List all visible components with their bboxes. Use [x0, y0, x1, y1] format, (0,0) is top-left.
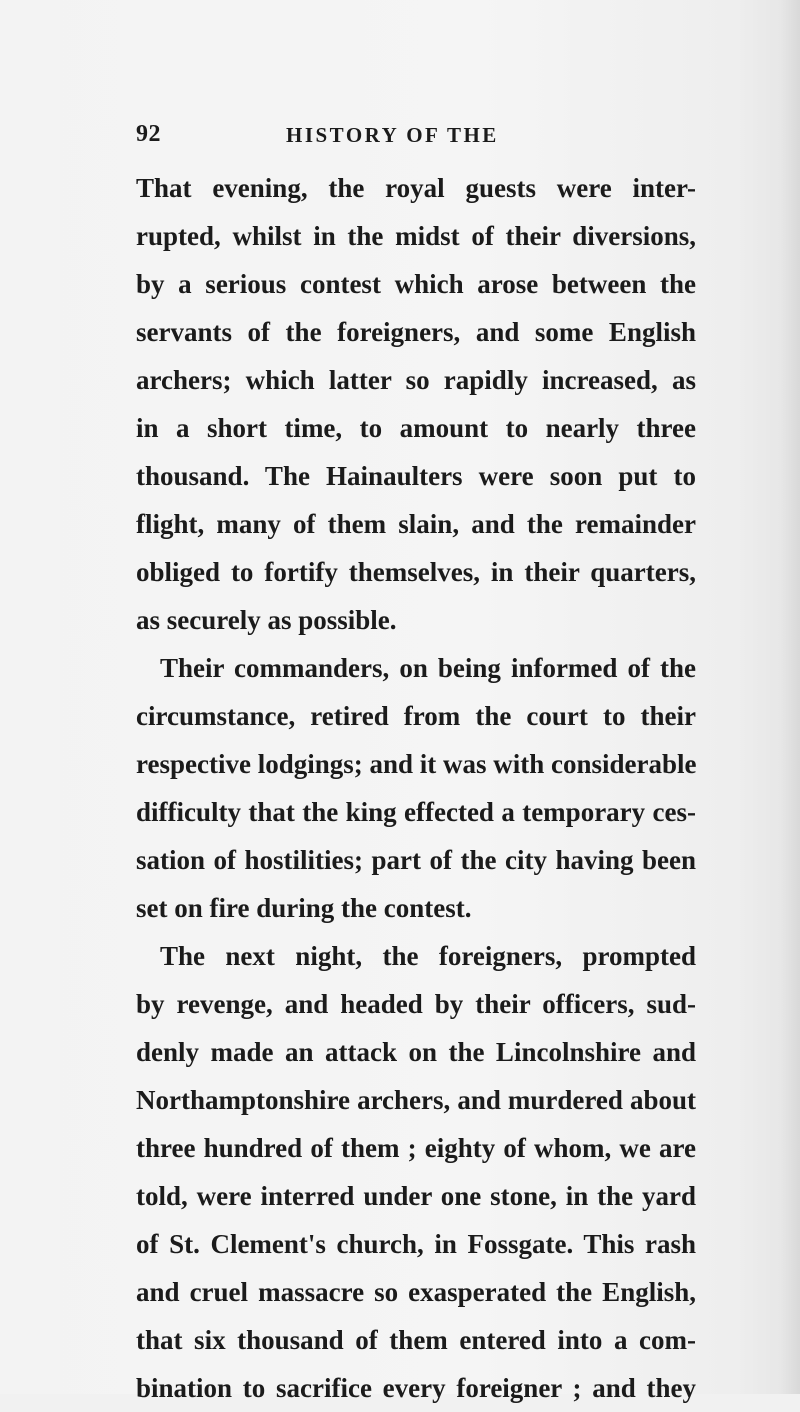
body-text: [136, 164, 696, 1412]
page-edge-shadow: [780, 0, 800, 1394]
text-line: by revenge, and headed by their officers, sud-: [136, 989, 696, 1019]
text-line: thousand. The Hainaulters were soon put to: [136, 461, 696, 491]
page-header: [136, 121, 696, 153]
text-line: set on fire during the contest.: [136, 893, 472, 923]
text-line: and cruel massacre so exasperated the English,: [136, 1277, 696, 1307]
text-line: of St. Clement's church, in Fossgate. This rash: [136, 1229, 696, 1259]
text-line: That evening, the royal guests were inter-: [136, 173, 696, 203]
text-line: The next night, the foreigners, prompted: [160, 941, 696, 971]
text-line: archers; which latter so rapidly increased, as: [136, 365, 696, 395]
text-line: flight, many of them slain, and the remainder: [136, 509, 696, 539]
text-line: Their commanders, on being informed of the: [160, 653, 696, 683]
text-line: obliged to fortify themselves, in their quarters,: [136, 557, 696, 587]
text-line: servants of the foreigners, and some English: [136, 317, 696, 347]
text-line: denly made an attack on the Lincolnshire and: [136, 1037, 696, 1067]
text-line: that six thousand of them entered into a com-: [136, 1325, 696, 1355]
text-line: bination to sacrifice every foreigner ; and they: [136, 1373, 696, 1403]
text-line: circumstance, retired from the court to their: [136, 701, 696, 731]
page-number: 92: [136, 121, 161, 147]
text-line: rupted, whilst in the midst of their diversions,: [136, 221, 696, 251]
text-line: by a serious contest which arose between the: [136, 269, 696, 299]
running-head: HISTORY OF THE: [286, 123, 499, 147]
text-line: in a short time, to amount to nearly three: [136, 413, 696, 443]
text-line: respective lodgings; and it was with considerable: [136, 749, 697, 779]
text-line: as securely as possible.: [136, 605, 397, 635]
text-line: three hundred of them ; eighty of whom, we are: [136, 1133, 696, 1163]
text-line: difficulty that the king effected a temporary ces-: [136, 797, 696, 827]
text-line: Northamptonshire archers, and murdered about: [136, 1085, 696, 1115]
text-line: told, were interred under one stone, in the yard: [136, 1181, 696, 1211]
text-line: sation of hostilities; part of the city having been: [136, 845, 696, 875]
